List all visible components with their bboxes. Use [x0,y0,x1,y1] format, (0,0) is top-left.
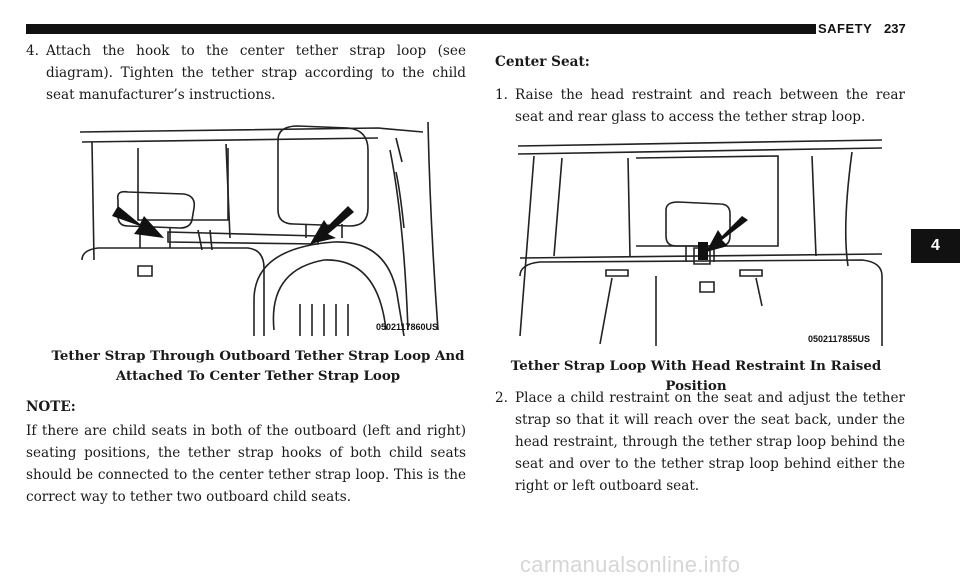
watermark: carmanualsonline.info [520,552,741,577]
figure-caption: Tether Strap Loop With Head Restraint In Raised Position [510,358,882,394]
step-4 [26,40,466,106]
step-text: Raise the head restraint and reach between the rear seat and rear glass to access the tether strap loop. [515,87,905,125]
figure-center-tether [516,136,886,348]
figure-outboard-tether [78,120,450,338]
section-subheading: Center Seat: [495,54,590,70]
chapter-tab: 4 [911,229,960,263]
figure-code: 0502117855US [808,334,871,344]
page-number: 237 [884,21,906,36]
step-number: 4. [26,43,39,59]
note-heading: NOTE: [26,399,76,415]
figure-caption: Tether Strap Through Outboard Tether Strap Loop And Attached To Center Tether Strap Loop [51,348,465,384]
section-title: SAFETY [818,21,873,36]
figure-code: 0502117860US [376,322,439,332]
step-text: Attach the hook to the center tether strap loop (see diagram). Tighten the tether strap according to the child seat manufacturer’s instructions. [46,43,466,103]
step-number: 2. [495,390,508,406]
step-number: 1. [495,87,508,103]
header-rule [26,24,816,34]
step-2 [495,387,905,497]
note-text: If there are child seats in both of the outboard (left and right) seating positions, the tether strap hooks of both child seats should be connected to the center tether strap loop. This is the correct way to tether two outboard child seats. [26,423,466,505]
step-text: Place a child restraint on the seat and adjust the tether strap so that it will reach over the seat back, under the head restraint, through the tether strap loop behind the seat and over to the tether strap loop behind either the right or left outboard seat. [515,390,905,494]
step-1 [495,84,905,128]
